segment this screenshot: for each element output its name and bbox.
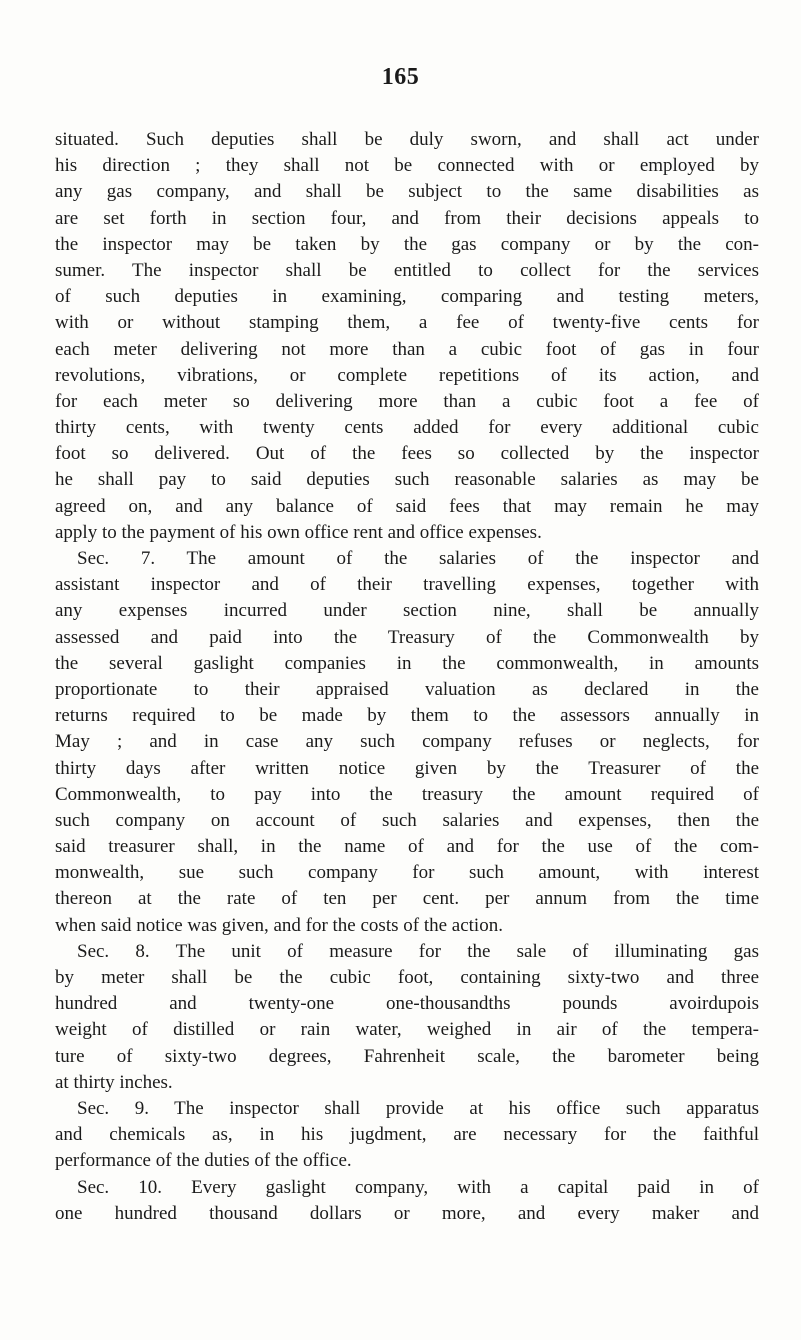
text-line: assessed and paid into the Treasury of the Commonwealth by bbox=[55, 626, 759, 648]
text-line: he shall pay to said deputies such reasonable salaries as may be bbox=[55, 469, 759, 491]
text-line: are set forth in section four, and from their decisions appeals to bbox=[55, 207, 759, 229]
body-text bbox=[55, 127, 759, 1227]
text-line: returns required to be made by them to the assessors annually in bbox=[55, 705, 759, 727]
text-line: performance of the duties of the office. bbox=[55, 1150, 352, 1172]
text-line: said treasurer shall, in the name of and for the use of the com- bbox=[55, 836, 759, 858]
text-line: any gas company, and shall be subject to the same disabilities as bbox=[55, 181, 759, 203]
text-line: when said notice was given, and for the costs of the action. bbox=[55, 914, 503, 936]
text-line: foot so delivered. Out of the fees so collected by the inspector bbox=[55, 443, 759, 465]
text-line: Sec. 8. The unit of measure for the sale of illuminating gas bbox=[77, 940, 759, 962]
text-line: any expenses incurred under section nine, shall be annually bbox=[55, 600, 759, 622]
text-line: monwealth, sue such company for such amount, with interest bbox=[55, 862, 759, 884]
text-line: each meter delivering not more than a cubic foot of gas in four bbox=[55, 338, 759, 360]
text-line: weight of distilled or rain water, weighed in air of the tempera- bbox=[55, 1019, 759, 1041]
text-line: the inspector may be taken by the gas company or by the con- bbox=[55, 233, 759, 255]
text-line: for each meter so delivering more than a cubic foot a fee of bbox=[55, 390, 759, 412]
text-line: assistant inspector and of their travelling expenses, together with bbox=[55, 574, 759, 596]
text-line: May ; and in case any such company refuses or neglects, for bbox=[55, 731, 759, 753]
text-line: of such deputies in examining, comparing and testing meters, bbox=[55, 286, 759, 308]
page-number: 165 bbox=[381, 64, 420, 90]
text-line: such company on account of such salaries and expenses, then the bbox=[55, 809, 759, 831]
text-line: situated. Such deputies shall be duly sworn, and shall act under bbox=[55, 129, 759, 150]
text-line: apply to the payment of his own office rent and office expenses. bbox=[55, 521, 542, 543]
text-line: thereon at the rate of ten per cent. per annum from the time bbox=[55, 888, 759, 910]
text-line: the several gaslight companies in the commonwealth, in amounts bbox=[55, 652, 759, 674]
text-line: ture of sixty-two degrees, Fahrenheit scale, the barometer being bbox=[55, 1045, 759, 1067]
text-line: proportionate to their appraised valuation as declared in the bbox=[55, 678, 759, 700]
text-line: Sec. 9. The inspector shall provide at his office such apparatus bbox=[77, 1097, 759, 1119]
text-line: revolutions, vibrations, or complete repetitions of its action, and bbox=[55, 364, 759, 386]
text-line: sumer. The inspector shall be entitled to collect for the services bbox=[55, 259, 759, 281]
text-line: by meter shall be the cubic foot, containing sixty-two and three bbox=[55, 967, 759, 988]
text-line: at thirty inches. bbox=[55, 1071, 173, 1093]
text-line: and chemicals as, in his jugdment, are necessary for the faithful bbox=[55, 1124, 759, 1146]
text-line: thirty cents, with twenty cents added for every additional cubic bbox=[55, 417, 759, 439]
text-line: thirty days after written notice given by the Treasurer of the bbox=[55, 757, 759, 779]
text-line: his direction ; they shall not be connected with or employed by bbox=[55, 155, 759, 177]
text-line: hundred and twenty-one one-thousandths pounds avoirdupois bbox=[55, 993, 759, 1015]
text-line: one hundred thousand dollars or more, and every maker and bbox=[55, 1202, 759, 1224]
text-line: with or without stamping them, a fee of twenty-five cents for bbox=[55, 312, 759, 334]
text-line: Commonwealth, to pay into the treasury the amount required of bbox=[55, 783, 759, 805]
text-line: agreed on, and any balance of said fees that may remain he may bbox=[55, 495, 759, 517]
text-line: Sec. 10. Every gaslight company, with a capital paid in of bbox=[77, 1176, 759, 1198]
text-line: Sec. 7. The amount of the salaries of the inspector and bbox=[77, 548, 759, 569]
